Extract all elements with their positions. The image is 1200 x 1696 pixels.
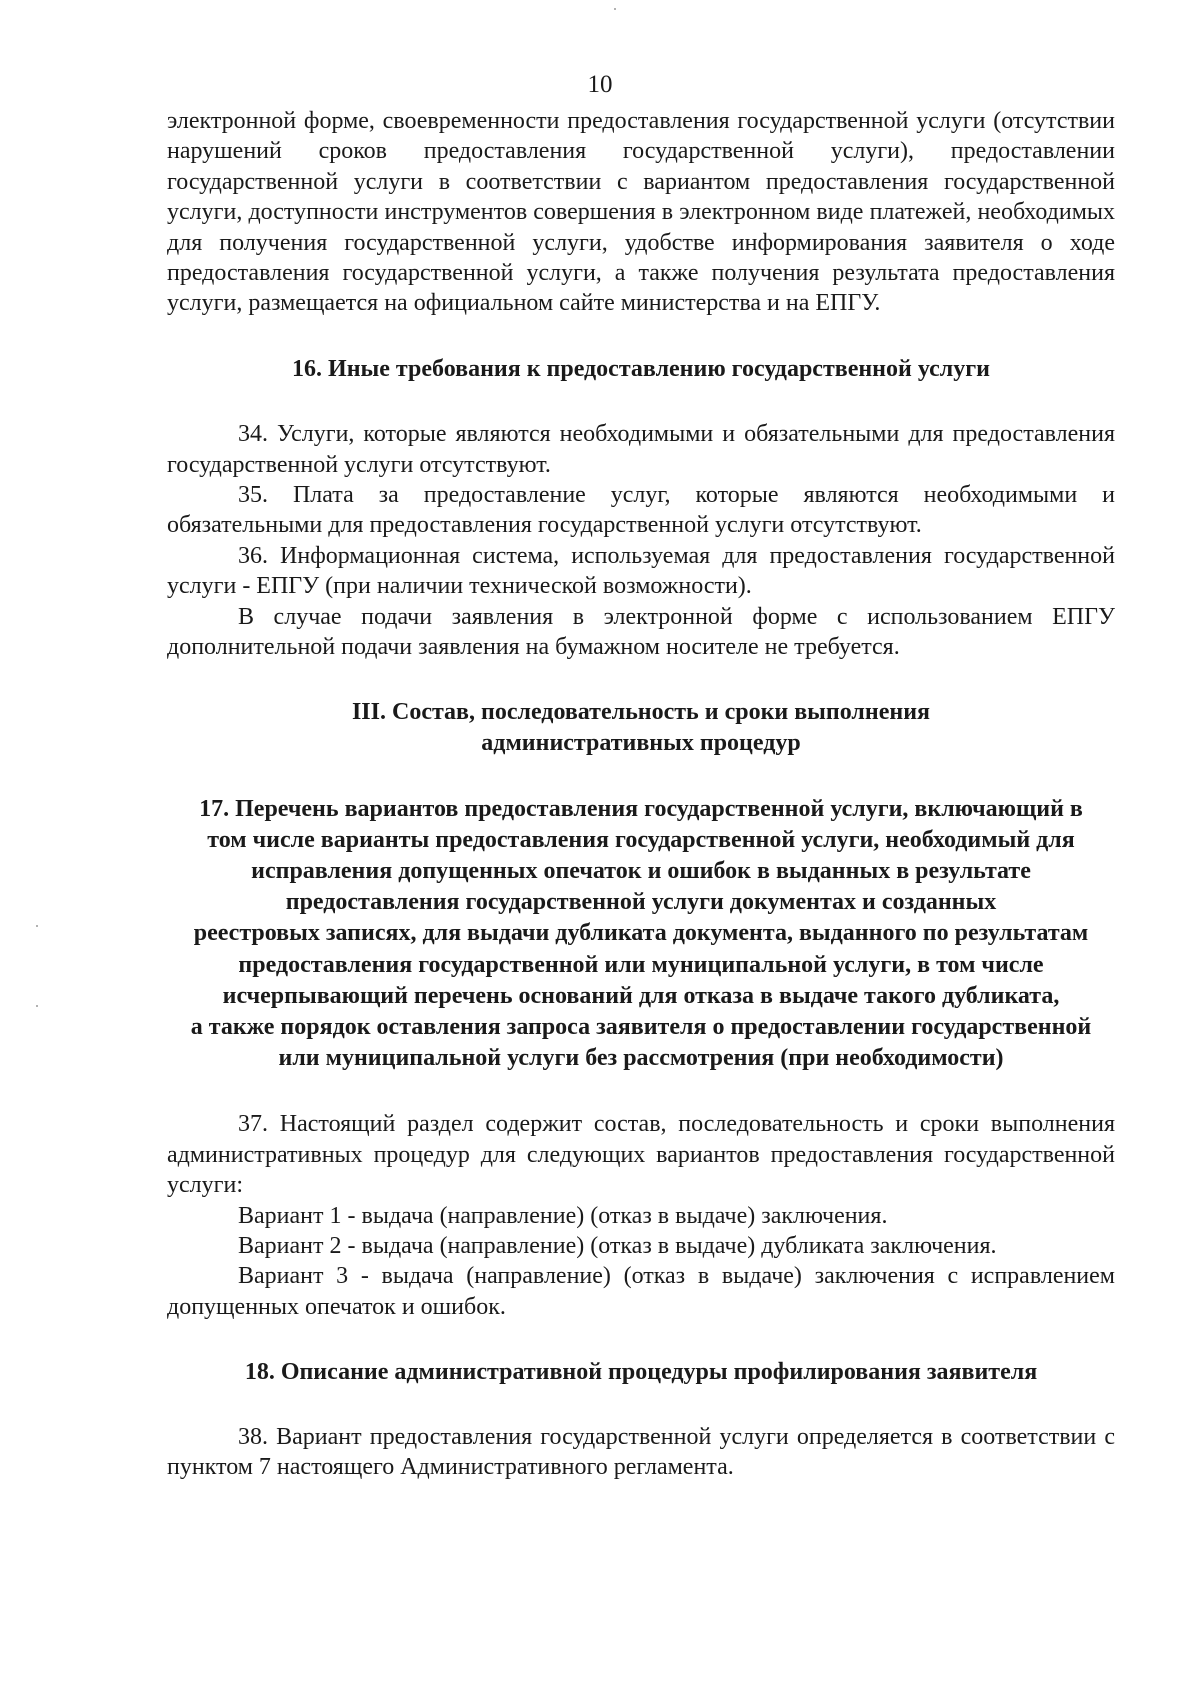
variant-2: Вариант 2 - выдача (направление) (отказ в выдаче) дубликата заключения.: [238, 1232, 997, 1259]
section-17-heading-line: предоставления государственной или муниципальной услуги, в том числе: [238, 951, 1044, 978]
section-17-heading-line: 17. Перечень вариантов предоставления государственной услуги, включающий в: [199, 795, 1083, 822]
variant-3: Вариант 3 - выдача (направление) (отказ в выдаче) заключения с исправлением допущенных опечаток и ошибок.: [167, 1263, 1115, 1320]
section-17-heading-line: а также порядок оставления запроса заявителя о предоставлении государственной: [190, 1013, 1092, 1040]
scan-speck: [614, 8, 616, 10]
paragraph-37: 37. Настоящий раздел содержит состав, последовательность и сроки выполнения административных процедур для следующих вариантов предоставления государственной услуги:: [167, 1111, 1115, 1199]
paragraph-34: 34. Услуги, которые являются необходимыми и обязательными для предоставления государственной услуги отсутствуют.: [167, 421, 1115, 478]
chapter-3-heading-line-2: административных процедур: [481, 729, 801, 756]
scan-speck: [36, 925, 38, 927]
chapter-3-heading: [167, 697, 1115, 759]
section-17-heading-line: том числе варианты предоставления государственной услуги, необходимый для: [207, 826, 1075, 853]
paragraph-38: 38. Вариант предоставления государственной услуги определяется в соответствии с пунктом 7 настоящего Административного регламента.: [167, 1423, 1115, 1480]
section-18-heading: 18. Описание административной процедуры профилирования заявителя: [244, 1359, 1038, 1386]
section-16-heading: 16. Иные требования к предоставлению государственной услуги: [292, 355, 990, 382]
chapter-3-heading-line-1: III. Состав, последовательность и сроки выполнения: [351, 698, 931, 725]
paragraph-36: 36. Информационная система, используемая для предоставления государственной услуги - ЕПГУ (при наличии технической возможности).: [167, 542, 1115, 600]
scan-speck: [36, 1005, 38, 1007]
section-17-heading-line: предоставления государственной услуги документах и созданных: [285, 889, 997, 916]
variant-1: Вариант 1 - выдача (направление) (отказ в выдаче) заключения.: [238, 1202, 888, 1229]
paragraph-36-continued: В случае подачи заявления в электронной форме с использованием ЕПГУ дополнительной подачи заявления на бумажном носителе не требуется.: [167, 603, 1115, 661]
section-17-heading-line: или муниципальной услуги без рассмотрения (при необходимости): [278, 1045, 1004, 1072]
continuation-paragraph: электронной форме, своевременности предоставления государственной услуги (отсутствии нарушений сроков предоставления государственной услуги), предоставлении государственной услуги в соответствии с вариантом предоставления государственной услуги, доступности инструментов совершения в электронном виде платежей, необходимых для получения государственной услуги, удобстве информирования заявителя о ходе предоставления государственной услуги, а также получения результата предоставления услуги, размещается на официальном сайте министерства и на ЕПГУ.: [167, 108, 1115, 317]
page-number: 10: [587, 71, 613, 98]
document-body: [167, 106, 1115, 1482]
section-17-heading-line: реестровых записях, для выдачи дубликата документа, выданного по результатам: [193, 920, 1089, 947]
section-17-heading-line: исправления допущенных опечаток и ошибок в выданных в результате: [251, 857, 1031, 884]
section-17-heading-line: исчерпывающий перечень оснований для отказа в выдаче такого дубликата,: [222, 982, 1060, 1009]
paragraph-35: 35. Плата за предоставление услуг, которые являются необходимыми и обязательными для предоставления государственной услуги отсутствуют.: [167, 482, 1115, 539]
section-17-heading: [167, 794, 1115, 1075]
